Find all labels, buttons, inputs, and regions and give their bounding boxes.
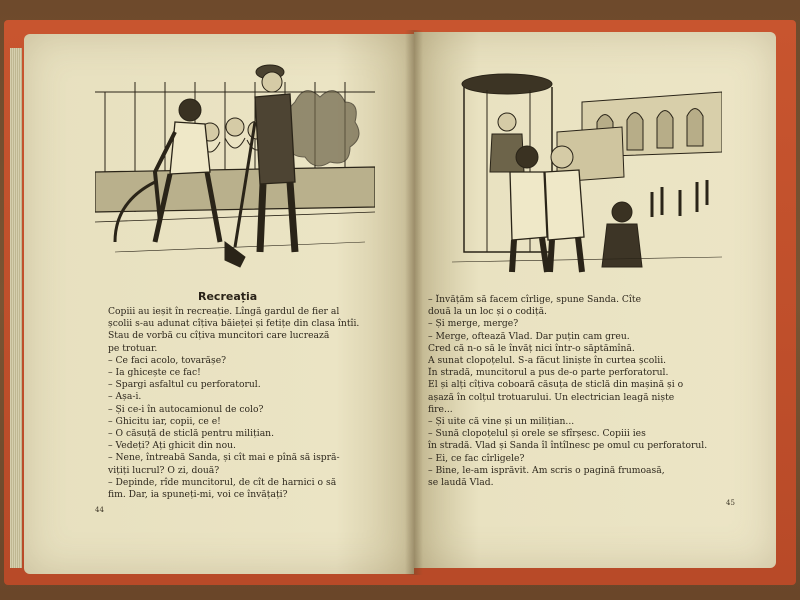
text-line: – Și ce-i în autocamionul de colo? xyxy=(108,403,264,415)
text-line: în stradă. Vlad și Sanda îl întîlnesc pe omul cu perforatorul. xyxy=(428,440,708,452)
text-line: fim. Dar, ia spuneți-mi, voi ce învățați? xyxy=(108,489,288,501)
text-line: – Și merge, merge? xyxy=(428,318,519,330)
text-line: două la un loc și o codiță. xyxy=(428,306,547,318)
text-line: – O căsuță de sticlă pentru milițian. xyxy=(108,428,275,440)
text-line: A sunat clopoțelul. S-a făcut liniște în curtea școlii. xyxy=(428,355,667,367)
text-line: fire... xyxy=(428,403,453,415)
text-line: El și alți cîțiva coboară căsuța de sticlă din mașină și o xyxy=(428,379,684,391)
text-line: – Nene, întreabă Sanda, și cît mai e pînă să ispră- xyxy=(108,452,340,464)
left-text-column xyxy=(108,306,378,501)
text-line: Stau de vorbă cu cîțiva muncitori care lucrează xyxy=(108,330,330,342)
text-line: – Ia ghicește ce fac! xyxy=(108,367,201,379)
text-line: se laudă Vlad. xyxy=(428,477,494,489)
text-line: – Ei, ce fac cîrligele? xyxy=(428,452,525,464)
text-line: Cred că n-o să le învăț nici într-o săptămînă. xyxy=(428,342,635,354)
text-line: Copiii au ieșit în recreație. Lîngă gardul de fier al xyxy=(108,306,340,317)
page-number-left: 44 xyxy=(95,506,104,514)
right-illustration xyxy=(452,62,722,277)
text-line: – Vedeți? Ați ghicit din nou. xyxy=(108,440,236,452)
text-line: – Ce faci acolo, tovarășe? xyxy=(108,354,227,366)
text-line: – Învățăm să facem cîrlige, spune Sanda. Cîte xyxy=(428,294,642,305)
story-title: Recreația xyxy=(198,290,258,303)
page-number-right: 45 xyxy=(726,499,735,507)
text-line: – Spargi asfaltul cu perforatorul. xyxy=(108,379,261,391)
left-illustration xyxy=(95,62,375,272)
text-line: – Bine, le-am isprăvit. Am scris o pagină frumoasă, xyxy=(428,464,665,476)
book-gutter xyxy=(405,30,423,575)
text-line: pe trotuar. xyxy=(108,342,158,354)
right-text-column xyxy=(428,294,738,489)
text-line: – Ghicitu iar, copii, ce e! xyxy=(108,415,221,427)
page-edges xyxy=(10,48,22,568)
text-line: – Merge, oftează Vlad. Dar puțin cam greu. xyxy=(428,330,630,342)
text-line: În stradă, muncitorul a pus de-o parte perforatorul. xyxy=(428,367,669,379)
text-line: – Și uite că vine și un milițian... xyxy=(428,416,575,428)
text-line: – Depinde, rîde muncitorul, de cît de harnici o să xyxy=(108,476,337,488)
text-line: vițiți lucrul? O zi, două? xyxy=(108,464,220,476)
text-line: școlii s-au adunat cîțiva băieței și fetițe din clasa întîi. xyxy=(108,318,360,330)
text-line: – Așa-i. xyxy=(108,391,142,403)
text-line: așază în colțul trotuarului. Un electrician leagă niște xyxy=(428,391,675,403)
text-line: – Sună clopoțelul și orele se sfîrșesc. Copiii ies xyxy=(428,428,646,440)
